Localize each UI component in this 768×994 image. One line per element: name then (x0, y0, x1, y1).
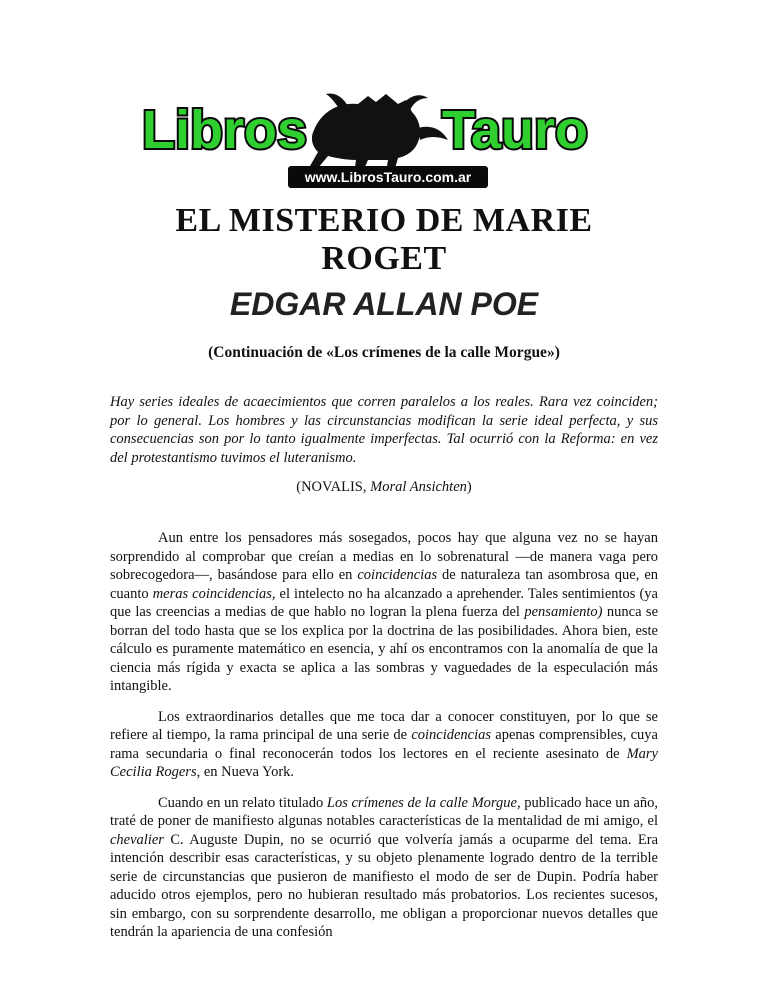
logo-url: www.LibrosTauro.com.ar (304, 169, 472, 185)
attribution-work: Moral Ansichten (370, 479, 467, 495)
emphasis: Los crímenes de la calle Morgue, (326, 794, 521, 811)
logo-word-left: Libros (142, 100, 308, 160)
paragraph-2 (110, 708, 658, 782)
emphasis: coincidencias (357, 567, 438, 583)
book-title: EL MISTERIO DE MARIE ROGET (175, 202, 593, 277)
body-text (110, 529, 658, 942)
text-run: nunca se borran del todo hasta que se los explica por la doctrina de las posibilidades. Ahora bien, este cálculo es puramente matemático en esencia, y ahí os encontramos con la anomalía de que la ciencia más rígida y exacta se aplica a las sombras y vaguedades de la especulación más intangible. (110, 604, 658, 694)
paragraph-1 (110, 529, 658, 696)
attribution-close: ) (466, 479, 472, 495)
text-run: Los extraordinarios detalles que me toca dar a conocer constituyen, por lo que se refiere al tiempo, la rama principal de una serie de (110, 708, 658, 743)
author-name: EDGAR ALLAN POE (229, 286, 539, 322)
text-run: apenas comprensibles, cuya rama secundaria o final reconocerán todos los lectores en el reciente asesinato de (110, 727, 658, 762)
text-run: C. Auguste Dupin, no se ocurrió que volvería jamás a ocuparme del tema. Era intención describir esas características, y su objeto plenamente logrado dentro de la terrible serie de circunstancias que pusieron de manifiesto el modo de ser de Dupin. Podría haber aducido otros ejemplos, pero no hubieran resultado más probatorios. Los recientes sucesos, sin embargo, con su sorprendente desarrollo, me obligan a proporcionar nuevos detalles que tendrán la apariencia de una confesión (110, 831, 658, 940)
text-run: de naturaleza tan asombrosa que, en cuanto (110, 567, 659, 602)
text-run: Cuando en un relato titulado (158, 794, 327, 811)
paragraph-3 (110, 794, 658, 942)
bull-icon (310, 94, 448, 175)
logo-graphic (136, 90, 628, 194)
attribution-author: (NOVALIS, (296, 479, 371, 495)
epigraph: Hay series ideales de acaecimientos que corren paralelos a los reales. Rara vez coinciden; por lo general. Los hombres y las circunstancias modifican la serie ideal perfecta, y sus consecuencias son por lo tanto igualmente imperfectas. Tal ocurrió con la Reforma: en vez del protestantismo tuvimos el luteranismo. (110, 394, 658, 466)
emphasis: coincidencias (411, 727, 492, 743)
logo-word-right: Tauro (442, 100, 588, 160)
text-run: en Nueva York. (200, 764, 295, 780)
emphasis: pensamiento) (524, 604, 603, 620)
emphasis: meras coincidencias, (152, 585, 276, 602)
emphasis: Mary Cecilia Rogers, (110, 745, 658, 780)
subtitle: (Continuación de «Los crímenes de la calle Morgue») (208, 344, 560, 361)
text-run: el intelecto no ha alcanzado a aprehender. Tales sentimientos (ya que las creencias a medias de que hablo no logran la plena fuerza del (110, 585, 658, 620)
epigraph-attribution (110, 478, 658, 496)
libros-tauro-logo (136, 90, 628, 194)
emphasis: chevalier (110, 831, 164, 848)
text-run: Aun entre los pensadores más sosegados, pocos hay que alguna vez no se hayan sorprendido al comprobar que creían a medias en lo sobrenatural —de manera vaga pero sobrecogedora—, basándose para ello en (110, 530, 658, 583)
text-run: publicado hace un año, traté de poner de manifiesto algunas notables características de la mentalidad de mi amigo, el (110, 794, 659, 829)
